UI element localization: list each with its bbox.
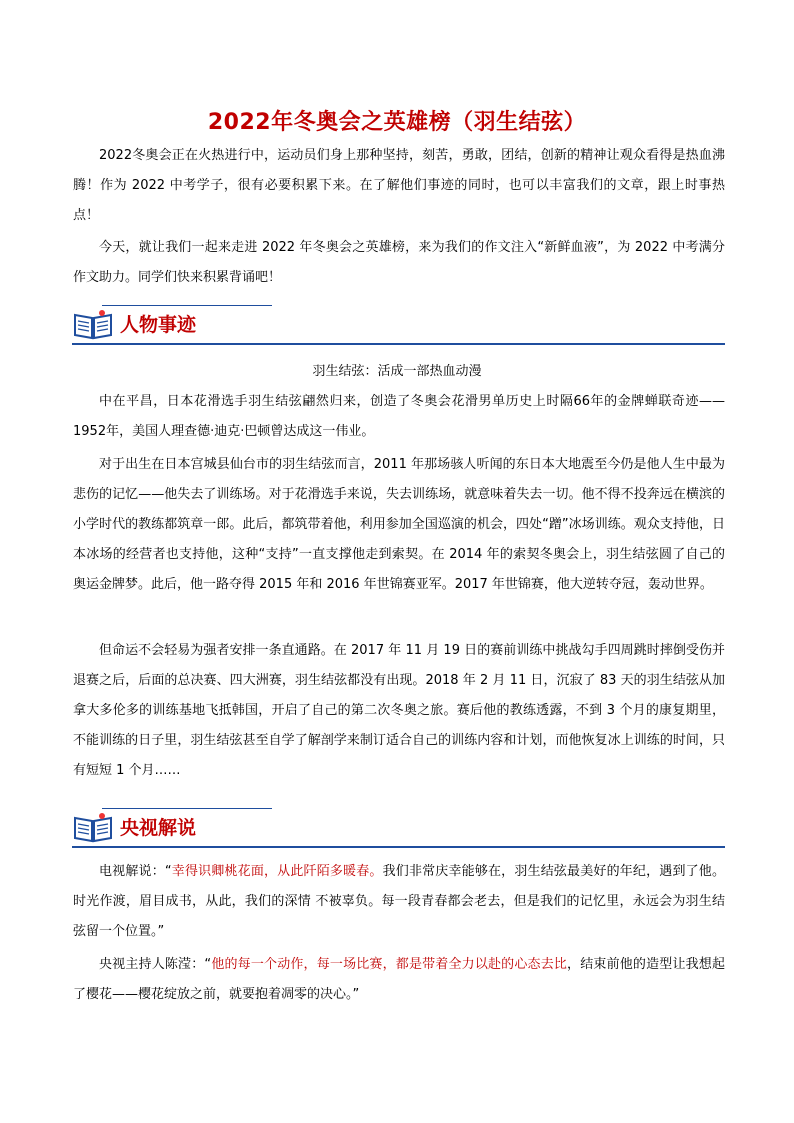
story-paragraph-3: 但命运不会轻易为强者安排一条直通路。在 2017 年 11 月 19 日的赛前训练中挑战勾手四周跳时摔倒受伤并退赛之后，后面的总决赛、四大洲赛，羽生结弦都没有出现。2018 年 2 月 11 日，沉寂了 83 天的羽生结弦从加拿大多伦多的训练基地飞抵韩国，开启了自己的第二次冬奥之旅。赛后他的教练透露，不到 3 个月的康复期里，不能训练的日子里，羽生结弦甚至自学了解剖学来制订适合自己的训练内容和计划，而他恢复冰上训练的时间，只有短短 1 个月…… — [73, 643, 725, 778]
quote-prefix: 央视主持人陈滢：“ — [99, 957, 212, 972]
highlighted-quote: 他的每一个动作，每一场比赛，都是带着全力以赴的心态去比 — [211, 957, 568, 972]
section-heading-label: 人物事迹 — [120, 314, 197, 336]
story-paragraph-1: 中在平昌，日本花滑选手羽生结弦翩然归来，创造了冬奥会花滑男单历史上时隔66年的金牌蝉联奇迹——1952年，美国人理查德·迪克·巴顿曾达成这一伟业。 — [73, 394, 725, 439]
section-heading-label: 央视解说 — [120, 817, 197, 839]
heading-rule — [72, 846, 725, 848]
open-book-icon — [72, 812, 114, 844]
section-subtitle: 羽生结弦：活成一部热血动漫 — [312, 364, 482, 379]
quote-body: ，结束前他的造型让我想起了樱花——樱花绽放之前，就要抱着凋零的决心。” — [73, 957, 725, 1002]
heading-rule — [72, 343, 725, 345]
open-book-icon — [72, 309, 114, 341]
quote-body: 我们非常庆幸能够在，羽生结弦最美好的年纪，遇到了他。时光作渡，眉目成书，从此，我们的深情 不被辜负。每一段青春都会老去，但是我们的记忆里，永远会为羽生结弦留一个位置。” — [73, 864, 725, 939]
heading-top-line — [102, 305, 272, 306]
commentary-paragraph-2 — [73, 950, 725, 1010]
story-paragraph-2: 对于出生在日本宫城县仙台市的羽生结弦而言，2011 年那场骇人听闻的东日本大地震至今仍是他人生中最为悲伤的记忆——他失去了训练场。对于花滑选手来说，失去训练场，就意味着失去一切。他不得不投奔远在横滨的小学时代的教练都筑章一郎。此后，都筑带着他，利用参加全国巡演的机会，四处“蹭”冰场训练。观众支持他，日本冰场的经营者也支持他，这种“支持”一直支撑他走到索契。在 2014 年的索契冬奥会上，羽生结弦圆了自己的奥运金牌梦。此后，他一路夺得 2015 年和 2016 年世锦赛亚军。2017 年世锦赛，他大逆转夺冠，轰动世界。 — [73, 457, 725, 592]
section-heading-person-story — [72, 305, 725, 345]
page-title: 2022年冬奥会之英雄榜（羽生结弦） — [207, 110, 587, 135]
section-heading-cctv — [72, 808, 725, 848]
commentary-paragraph-1 — [73, 857, 725, 947]
quote-prefix: 电视解说：“ — [99, 864, 172, 879]
intro-paragraph-1: 2022冬奥会正在火热进行中，运动员们身上那种坚持，刻苦，勇敢，团结，创新的精神让观众看得是热血沸腾！作为 2022 中考学子，很有必要积累下来。在了解他们事迹的同时，也可以丰富我们的文章，跟上时事热点！ — [73, 148, 725, 223]
highlighted-quote: 幸得识卿桃花面，从此阡陌多暖春。 — [171, 864, 383, 879]
heading-top-line — [102, 808, 272, 809]
intro-paragraph-2: 今天，就让我们一起来走进 2022 年冬奥会之英雄榜，来为我们的作文注入“新鲜血液”，为 2022 中考满分作文助力。同学们快来积累背诵吧！ — [73, 240, 725, 285]
